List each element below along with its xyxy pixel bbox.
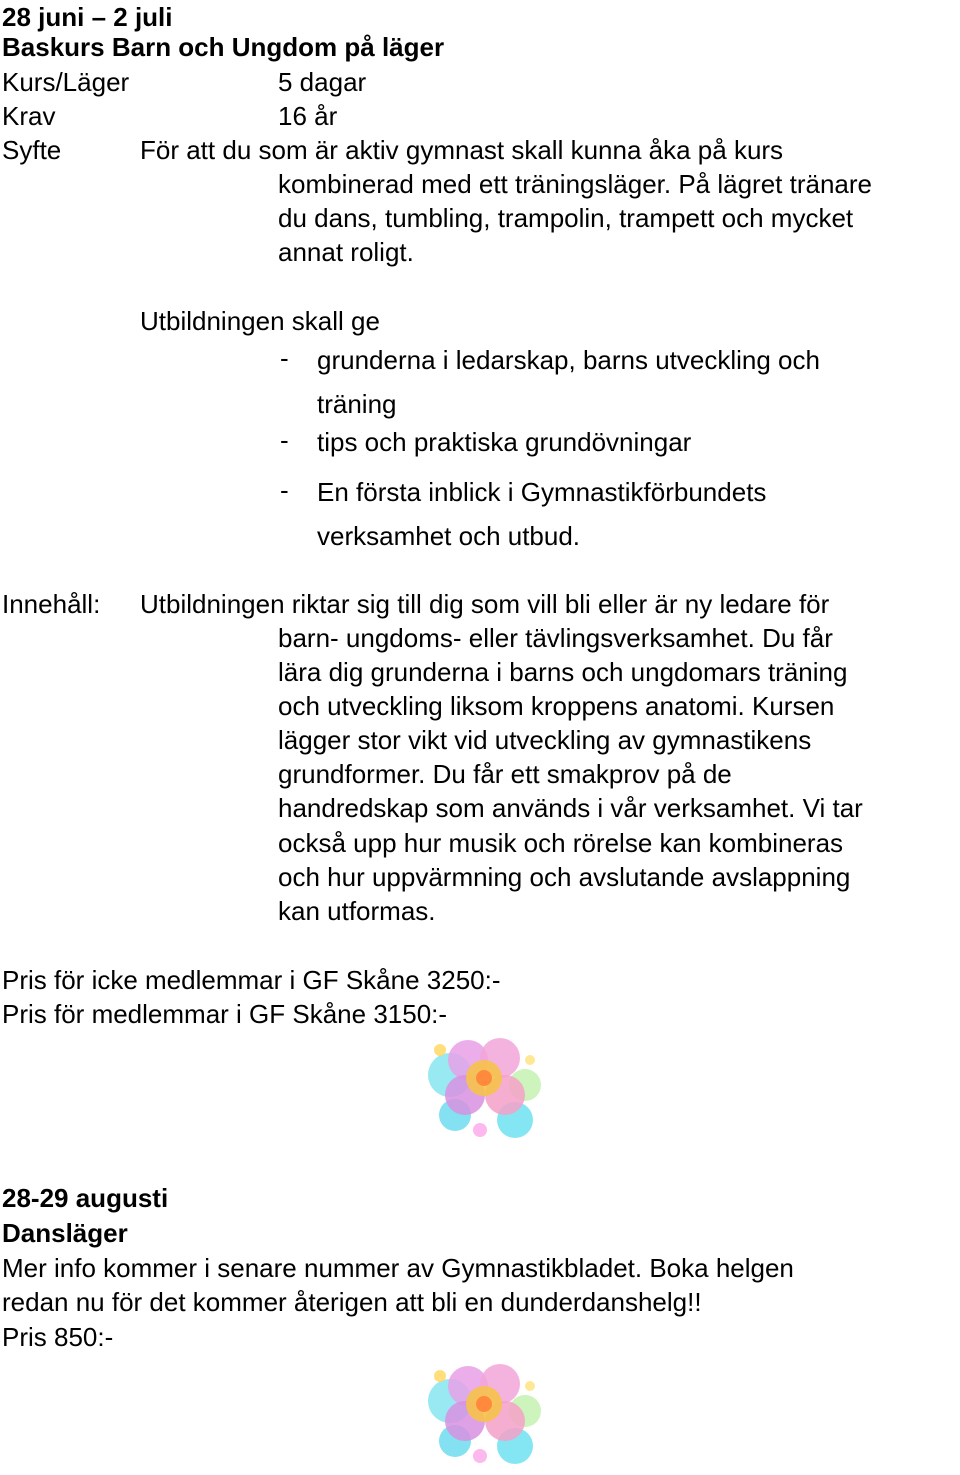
bullet-line: grunderna i ledarskap, barns utveckling och	[317, 345, 820, 375]
syfte-line: annat roligt.	[278, 237, 414, 267]
info-value: 16 år	[278, 101, 338, 131]
bullet-marker: -	[280, 425, 289, 455]
syfte-label: Syfte	[2, 135, 62, 165]
event-date: 28-29 augusti	[2, 1183, 169, 1213]
flower-icon	[420, 1356, 550, 1468]
syfte-line: du dans, tumbling, trampolin, trampett och mycket	[278, 203, 854, 233]
bullet-line: verksamhet och utbud.	[317, 521, 581, 551]
info-label: Kurs/Läger	[2, 67, 130, 97]
event-title: Dansläger	[2, 1218, 128, 1248]
innehall-line: och hur uppvärmning och avslutande avslappning	[278, 862, 851, 892]
innehall-line: handredskap som används i vår verksamhet. Vi tar	[278, 793, 863, 823]
syfte-line: För att du som är aktiv gymnast skall kunna åka på kurs	[140, 135, 784, 165]
innehall-line: också upp hur musik och rörelse kan kombineras	[278, 828, 844, 858]
info-value: 5 dagar	[278, 67, 367, 97]
event-text-line: redan nu för det kommer återigen att bli en dunderdanshelg!!	[2, 1287, 702, 1317]
innehall-line: grundformer. Du får ett smakprov på de	[278, 759, 732, 789]
bullet-marker: -	[280, 475, 289, 505]
innehall-label: Innehåll:	[2, 589, 101, 619]
price-nonmember: Pris för icke medlemmar i GF Skåne 3250:-	[2, 965, 501, 995]
bullet-line: En första inblick i Gymnastikförbundets	[317, 477, 767, 507]
price-member: Pris för medlemmar i GF Skåne 3150:-	[2, 999, 448, 1029]
syfte-line: kombinerad med ett träningsläger. På lägret tränare	[278, 169, 873, 199]
innehall-line: barn- ungdoms- eller tävlingsverksamhet. Du får	[278, 623, 833, 653]
utbildning-heading: Utbildningen skall ge	[140, 306, 380, 336]
innehall-line: lära dig grunderna i barns och ungdomars träning	[278, 657, 848, 687]
bullet-marker: -	[280, 343, 289, 373]
flower-icon	[420, 1030, 550, 1142]
event-date: 28 juni – 2 juli	[2, 2, 173, 32]
bullet-line: träning	[317, 389, 397, 419]
innehall-line: lägger stor vikt vid utveckling av gymnastikens	[278, 725, 812, 755]
info-label: Krav	[2, 101, 56, 131]
innehall-line: och utveckling liksom kroppens anatomi. Kursen	[278, 691, 835, 721]
innehall-line: kan utformas.	[278, 896, 436, 926]
bullet-line: tips och praktiska grundövningar	[317, 427, 692, 457]
event-text-line: Mer info kommer i senare nummer av Gymnastikbladet. Boka helgen	[2, 1253, 794, 1283]
event-title: Baskurs Barn och Ungdom på läger	[2, 32, 445, 62]
event-price: Pris 850:-	[2, 1322, 114, 1352]
innehall-line: Utbildningen riktar sig till dig som vill bli eller är ny ledare för	[140, 589, 830, 619]
